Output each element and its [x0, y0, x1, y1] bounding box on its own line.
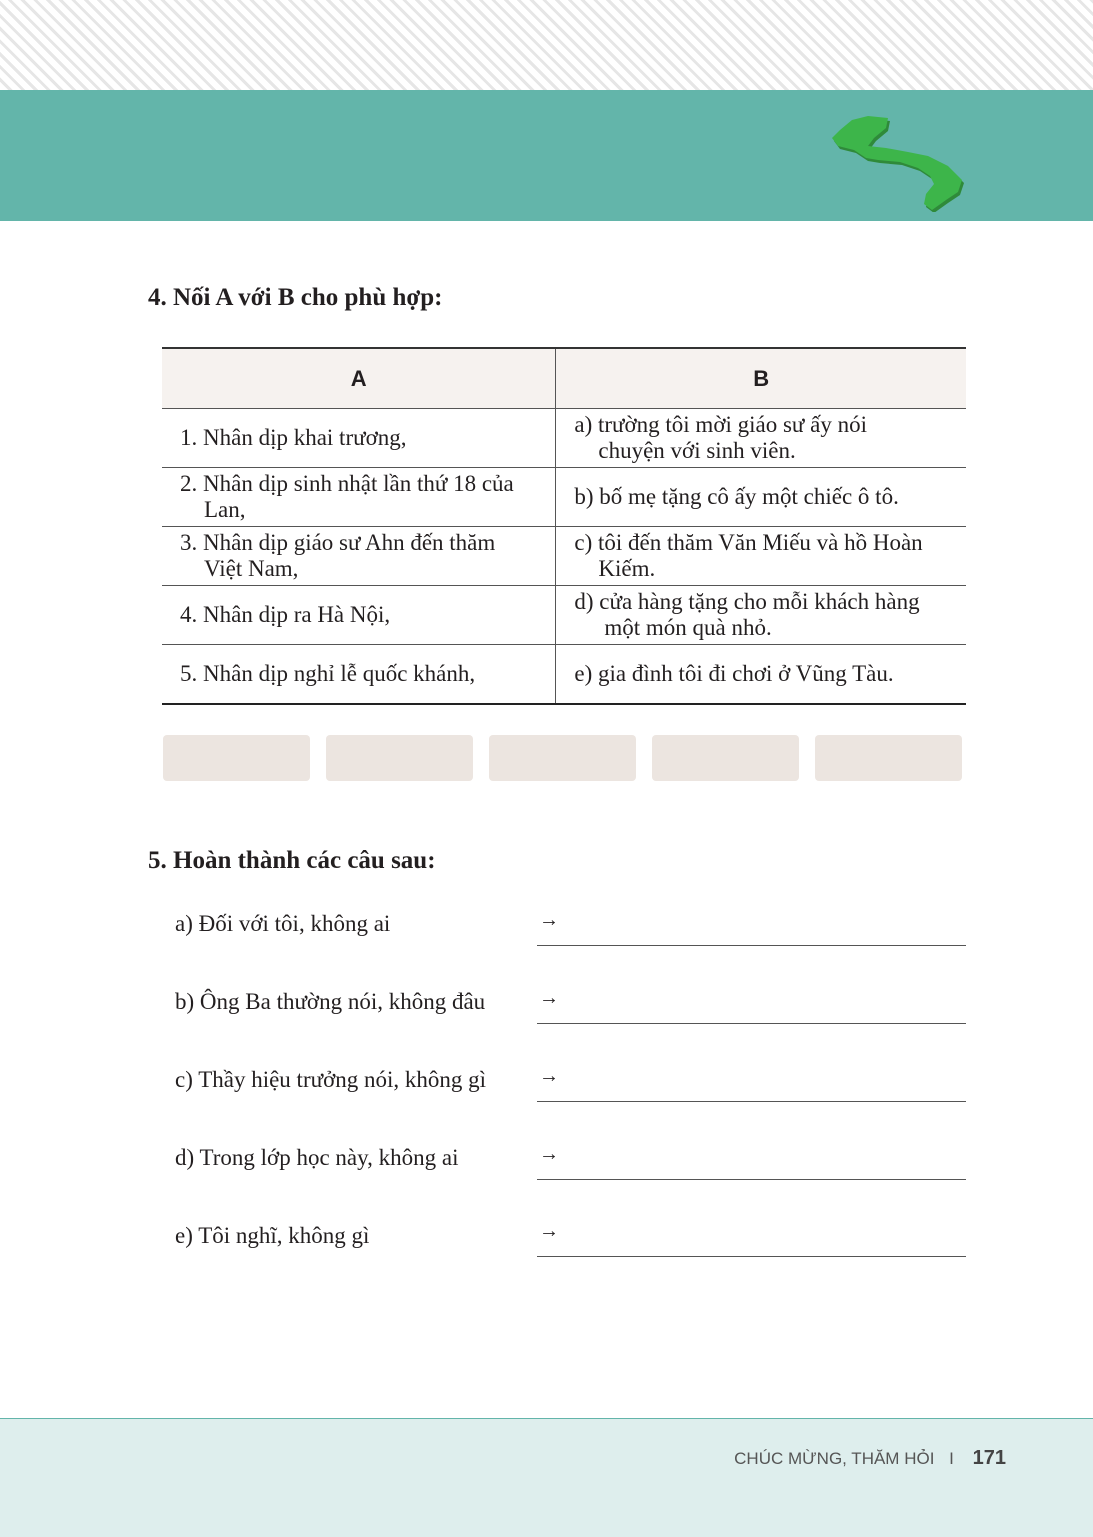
cell-a: 3. Nhân dịp giáo sư Ahn đến thăm Việt Nam,	[162, 527, 556, 586]
prompt-d: d) Trong lớp học này, không ai	[175, 1145, 459, 1170]
column-a-header: A	[162, 348, 556, 409]
prompt-b: b) Ông Ba thường nói, không đâu	[175, 989, 486, 1014]
arrow-icon: →	[539, 909, 559, 931]
chapter-title: CHÚC MỪNG, THĂM HỎI	[734, 1449, 935, 1468]
table-row	[162, 527, 966, 586]
answer-box-3[interactable]	[489, 735, 636, 781]
arrow-icon: →	[539, 987, 559, 1009]
matching-table	[162, 347, 966, 705]
prompt-a: a) Đối với tôi, không ai	[175, 911, 391, 936]
cell-a: 1. Nhân dịp khai trương,	[162, 409, 556, 468]
arrow-icon: →	[539, 1220, 559, 1242]
table-row	[162, 645, 966, 705]
prompt-e: e) Tôi nghĩ, không gì	[175, 1223, 370, 1248]
answer-line-a[interactable]	[537, 905, 966, 946]
cell-b: b) bố mẹ tặng cô ấy một chiếc ô tô.	[556, 468, 966, 527]
cell-b: a) trường tôi mời giáo sư ấy nói chuyện với sinh viên.	[556, 409, 966, 468]
cell-a: 5. Nhân dịp nghỉ lễ quốc khánh,	[162, 645, 556, 705]
answer-box-2[interactable]	[326, 735, 473, 781]
table-row	[162, 409, 966, 468]
table-row	[162, 468, 966, 527]
answer-box-4[interactable]	[652, 735, 799, 781]
cell-b: c) tôi đến thăm Văn Miếu và hồ Hoàn Kiếm.	[556, 527, 966, 586]
cell-b: d) cửa hàng tặng cho mỗi khách hàng một món quà nhỏ.	[556, 586, 966, 645]
table-row	[162, 586, 966, 645]
cell-a: 4. Nhân dịp ra Hà Nội,	[162, 586, 556, 645]
answer-line-e[interactable]	[537, 1216, 966, 1257]
header-stripes	[0, 0, 1093, 90]
page-number: 171	[972, 1447, 1006, 1469]
answer-line-c[interactable]	[537, 1061, 966, 1102]
answer-line-b[interactable]	[537, 983, 966, 1024]
column-b-header: B	[556, 348, 966, 409]
page-footer	[0, 1418, 1093, 1537]
answer-boxes	[163, 735, 962, 781]
vietnam-map-icon	[828, 112, 968, 212]
arrow-icon: →	[539, 1065, 559, 1087]
answer-line-d[interactable]	[537, 1139, 966, 1180]
prompt-c: c) Thầy hiệu trưởng nói, không gì	[175, 1067, 487, 1092]
cell-b: e) gia đình tôi đi chơi ở Vũng Tàu.	[556, 645, 966, 705]
answer-box-5[interactable]	[815, 735, 962, 781]
section5-title: 5. Hoàn thành các câu sau:	[148, 847, 436, 874]
cell-a: 2. Nhân dịp sinh nhật lần thứ 18 của Lan,	[162, 468, 556, 527]
answer-box-1[interactable]	[163, 735, 310, 781]
section4-title: 4. Nối A với B cho phù hợp:	[148, 284, 443, 311]
arrow-icon: →	[539, 1143, 559, 1165]
separator: I	[949, 1449, 954, 1468]
